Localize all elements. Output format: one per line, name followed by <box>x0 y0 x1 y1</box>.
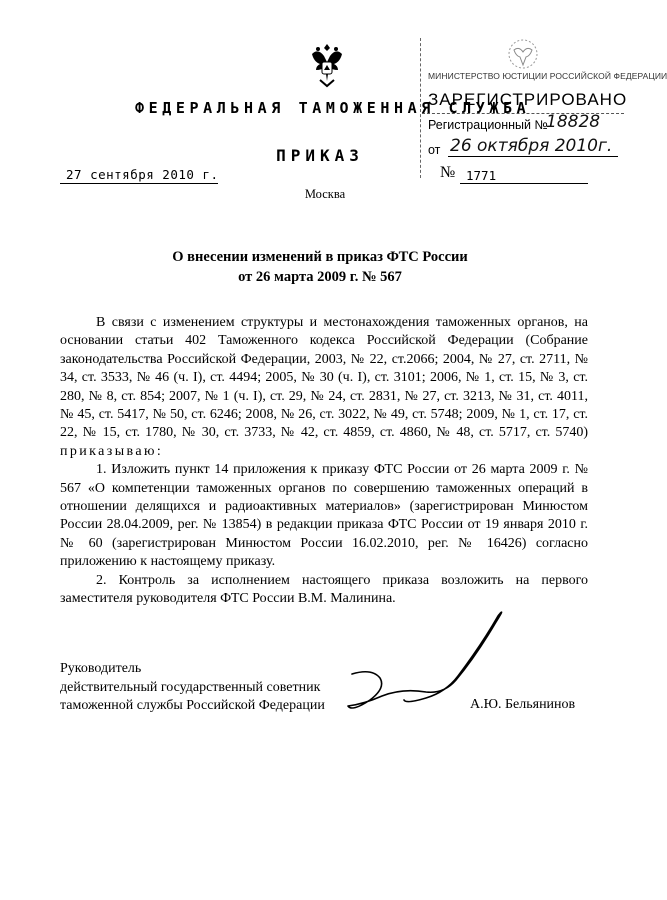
number-underline <box>460 183 588 184</box>
preamble-text: В связи с изменением структуры и местонахождения таможенных органов, на основании статьи 402 Таможенного кодекса Российской Федерации (Собрание законодательства Российской Федерации, 2003, № 22, ст.2066; 2004, № 27, ст. 2711, № 34, ст. 3533, № 46 (ч. I), ст. 4494; 2005, № 30 (ч. I), ст. 3101; 2006, № 1, ст. 15, № 3, ст. 280, № 8, ст. 854; 2007, № 1 (ч. I), ст. 29, № 24, ст. 2831, № 27, ст. 3213, № 31, ст. 4011, № 45, ст. 5417, № 50, ст. 6246; 2008, № 26, ст. 3022, № 49, ст. 5748; 2009, № 1, ст. 17, ст. 22, № 15, ст. 1780, № 30, ст. 3733, № 42, ст. 4859, ст. 4860, № 48, ст. 5717, ст. 5740) <box>60 315 588 441</box>
city: Москва <box>304 187 346 201</box>
stamp-ministry: МИНИСТЕРСТВО ЮСТИЦИИ РОССИЙСКОЙ ФЕДЕРАЦИИ <box>428 71 667 81</box>
subject-line-2: от 26 марта 2009 г. № 567 <box>238 269 402 285</box>
stamp-date-label: от <box>428 143 441 157</box>
order-subject <box>140 247 500 287</box>
subject-line-1: О внесении изменений в приказ ФТС России <box>172 249 468 265</box>
order-body <box>60 314 588 609</box>
signatory-name: А.Ю. Бельянинов <box>470 697 576 712</box>
command-word: приказываю: <box>60 443 164 459</box>
number-sign: № <box>440 164 456 181</box>
stamp-registered: ЗАРЕГИСТРИРОВАНО <box>428 90 628 109</box>
stamp-emblem-icon <box>506 38 540 70</box>
order-number: 1771 <box>466 168 497 183</box>
agency-name: ФЕДЕРАЛЬНАЯ ТАМОЖЕННАЯ СЛУЖБА <box>135 99 531 117</box>
order-date: 27 сентября 2010 г. <box>66 167 219 182</box>
item-1: 1. Изложить пункт 14 приложения к приказу ФТС России от 26 марта 2009 г. № 567 «О компетенции таможенных органов по совершению таможенных операций в отношении делящихся и радиоактивных материалов» (зарегистрирован Минюстом России 28.04.2009, рег. № 13854) в редакции приказа ФТС России от 19 января 2010 г. № 60 (зарегистрирован Минюстом России 16.02.2010, рег. № 16426) согласно приложению к настоящему приказу. <box>60 462 588 570</box>
signatory-title-2: действительный государственный советник <box>60 679 321 695</box>
stamp-reg-label: Регистрационный № <box>428 118 548 132</box>
signatory-title-1: Руководитель <box>60 661 142 676</box>
stamp-date-value: 26 октября 2010г. <box>450 136 613 156</box>
handwritten-signature <box>330 600 530 740</box>
date-underline <box>60 183 218 184</box>
signatory-title-3: таможенной службы Российской Федерации <box>60 698 325 713</box>
item-2: 2. Контроль за исполнением настоящего приказа возложить на первого заместителя руководителя ФТС России В.М. Малинина. <box>60 572 588 607</box>
signatory-title <box>60 660 325 716</box>
order-title: ПРИКАЗ <box>276 146 364 165</box>
coat-of-arms-icon <box>306 40 348 90</box>
stamp-reg-number: 18828 <box>546 112 601 132</box>
preamble-paragraph <box>60 314 588 461</box>
